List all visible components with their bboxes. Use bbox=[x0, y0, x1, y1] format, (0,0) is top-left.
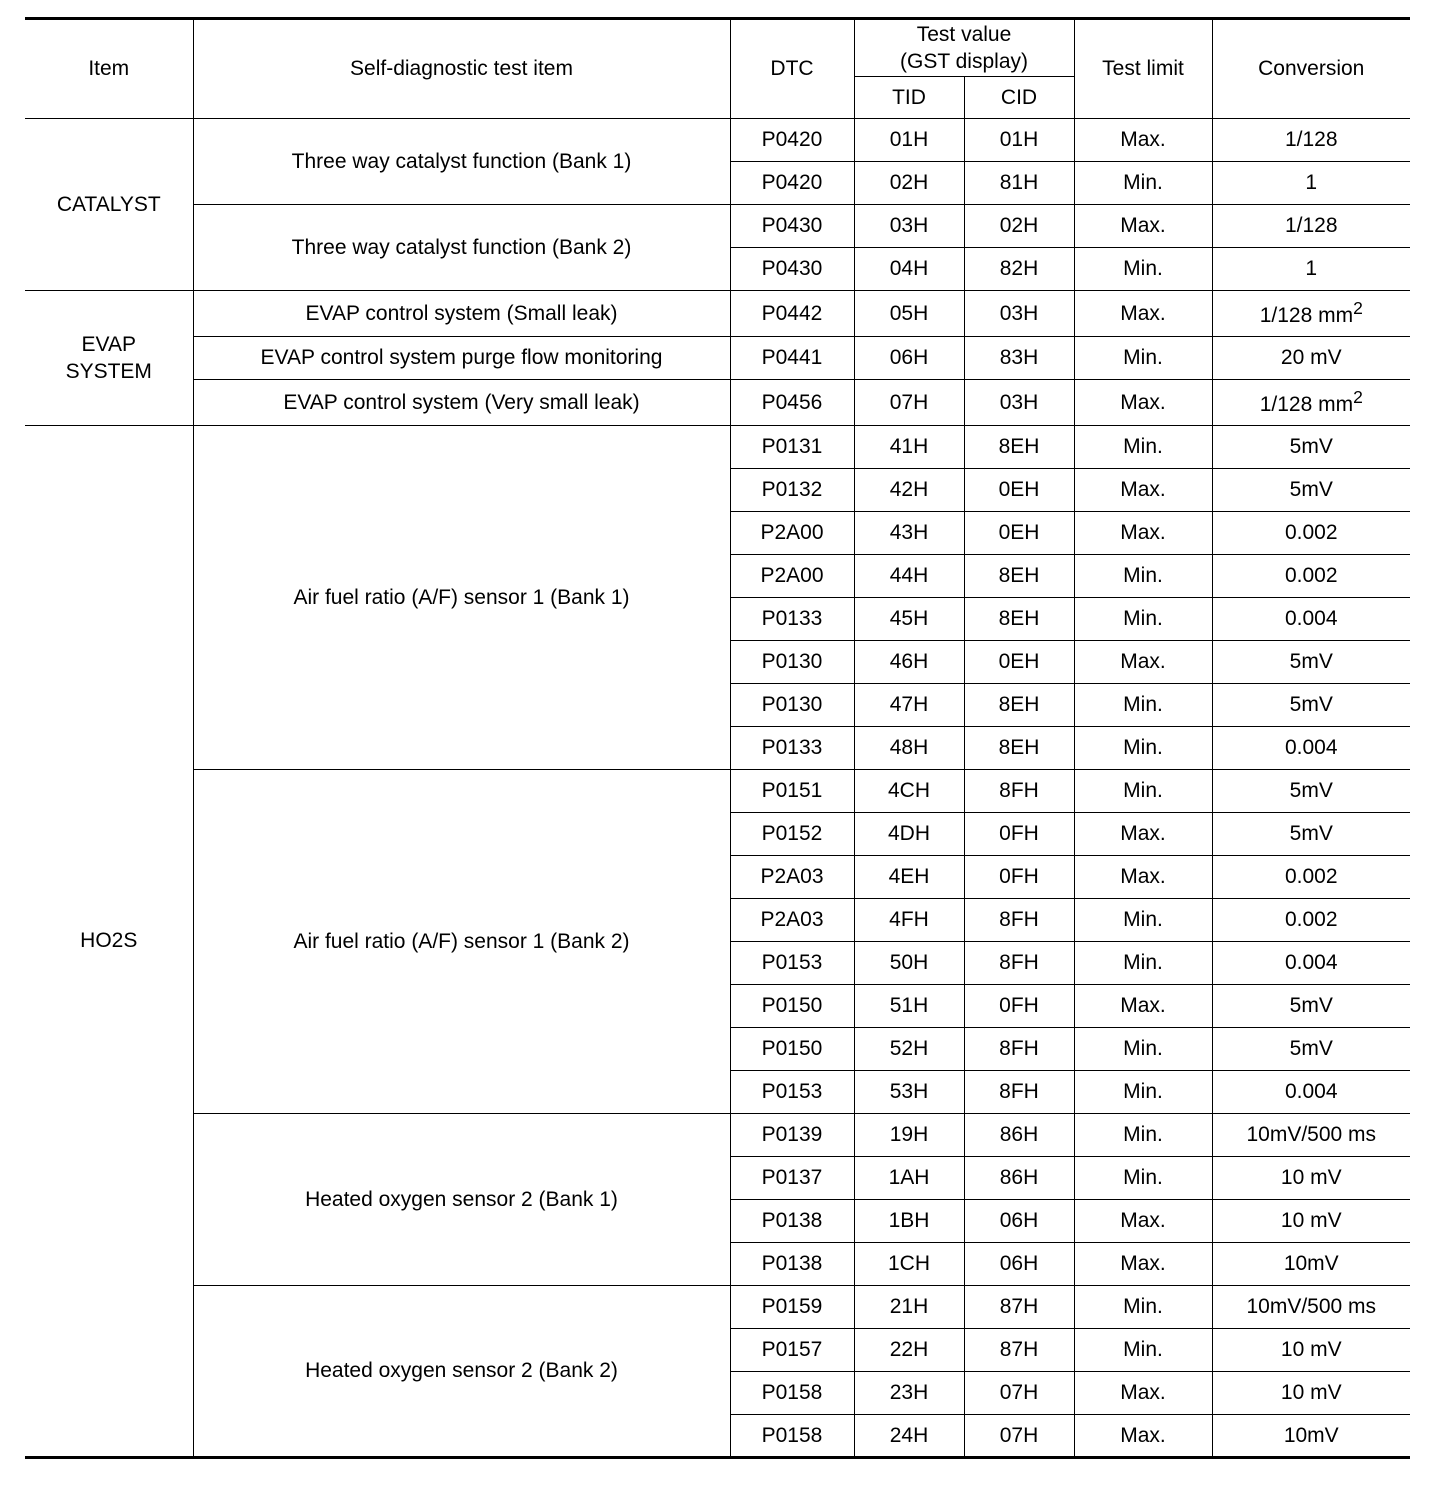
cell-conversion: 0.002 bbox=[1212, 555, 1410, 598]
cell-limit: Max. bbox=[1074, 469, 1212, 512]
cell-dtc: P0133 bbox=[730, 598, 854, 641]
cell-limit: Min. bbox=[1074, 1071, 1212, 1114]
cell-conversion: 10mV/500 ms bbox=[1212, 1114, 1410, 1157]
cell-dtc: P0442 bbox=[730, 291, 854, 337]
cell-cid: 86H bbox=[964, 1157, 1074, 1200]
cell-conversion: 0.004 bbox=[1212, 942, 1410, 985]
cell-conversion: 1/128 bbox=[1212, 119, 1410, 162]
cell-dtc: P0150 bbox=[730, 1028, 854, 1071]
cell-cid: 02H bbox=[964, 205, 1074, 248]
cell-limit: Max. bbox=[1074, 641, 1212, 684]
header-test-limit: Test limit bbox=[1074, 19, 1212, 119]
cell-conversion: 10 mV bbox=[1212, 1372, 1410, 1415]
group-evap-line1: EVAP bbox=[81, 332, 136, 356]
table-row bbox=[25, 337, 1410, 380]
cell-conversion: 5mV bbox=[1212, 641, 1410, 684]
cell-limit: Max. bbox=[1074, 291, 1212, 337]
cell-conversion: 1/128 bbox=[1212, 205, 1410, 248]
cell-cid: 86H bbox=[964, 1114, 1074, 1157]
cell-dtc: P0420 bbox=[730, 162, 854, 205]
cell-limit: Max. bbox=[1074, 119, 1212, 162]
cell-limit: Min. bbox=[1074, 1329, 1212, 1372]
item-twc-bank1: Three way catalyst function (Bank 1) bbox=[193, 119, 730, 205]
cell-limit: Min. bbox=[1074, 770, 1212, 813]
group-evap-line2: SYSTEM bbox=[65, 360, 152, 383]
table-row bbox=[25, 1114, 1410, 1157]
table-row bbox=[25, 426, 1410, 469]
cell-limit: Min. bbox=[1074, 162, 1212, 205]
cell-tid: 21H bbox=[854, 1286, 964, 1329]
cell-conversion: 1 bbox=[1212, 248, 1410, 291]
table-row bbox=[25, 291, 1410, 337]
cell-tid: 01H bbox=[854, 119, 964, 162]
cell-dtc: P0132 bbox=[730, 469, 854, 512]
cell-tid: 1CH bbox=[854, 1243, 964, 1286]
item-evap-small-leak: EVAP control system (Small leak) bbox=[193, 291, 730, 337]
cell-dtc: P0131 bbox=[730, 426, 854, 469]
cell-cid: 06H bbox=[964, 1200, 1074, 1243]
header-item: Item bbox=[25, 19, 193, 119]
cell-conversion: 0.002 bbox=[1212, 899, 1410, 942]
cell-conversion: 5mV bbox=[1212, 1028, 1410, 1071]
item-ho2s2-bank1: Heated oxygen sensor 2 (Bank 1) bbox=[193, 1114, 730, 1286]
cell-dtc: P0138 bbox=[730, 1243, 854, 1286]
table-body bbox=[25, 119, 1410, 1458]
header-conversion: Conversion bbox=[1212, 19, 1410, 119]
item-ho2s2-bank2: Heated oxygen sensor 2 (Bank 2) bbox=[193, 1286, 730, 1458]
cell-cid: 8EH bbox=[964, 727, 1074, 770]
cell-dtc: P0158 bbox=[730, 1372, 854, 1415]
cell-conversion: 20 mV bbox=[1212, 337, 1410, 380]
cell-tid: 03H bbox=[854, 205, 964, 248]
cell-dtc: P0158 bbox=[730, 1415, 854, 1458]
header-test-value-line2: (GST display) bbox=[900, 50, 1028, 73]
cell-cid: 83H bbox=[964, 337, 1074, 380]
cell-dtc: P0430 bbox=[730, 248, 854, 291]
cell-conversion: 10 mV bbox=[1212, 1200, 1410, 1243]
item-af-sensor-bank2: Air fuel ratio (A/F) sensor 1 (Bank 2) bbox=[193, 770, 730, 1114]
cell-limit: Max. bbox=[1074, 856, 1212, 899]
cell-cid: 06H bbox=[964, 1243, 1074, 1286]
cell-conversion: 0.002 bbox=[1212, 856, 1410, 899]
cell-tid: 43H bbox=[854, 512, 964, 555]
cell-tid: 50H bbox=[854, 942, 964, 985]
cell-dtc: P2A03 bbox=[730, 856, 854, 899]
cell-cid: 8FH bbox=[964, 899, 1074, 942]
cell-limit: Min. bbox=[1074, 942, 1212, 985]
cell-conversion: 5mV bbox=[1212, 469, 1410, 512]
cell-cid: 8EH bbox=[964, 598, 1074, 641]
cell-conversion: 0.004 bbox=[1212, 598, 1410, 641]
cell-cid: 0EH bbox=[964, 469, 1074, 512]
cell-conversion: 0.002 bbox=[1212, 512, 1410, 555]
cell-dtc: P0456 bbox=[730, 380, 854, 426]
cell-tid: 4EH bbox=[854, 856, 964, 899]
group-catalyst: CATALYST bbox=[25, 119, 193, 291]
cell-limit: Max. bbox=[1074, 380, 1212, 426]
cell-cid: 03H bbox=[964, 380, 1074, 426]
cell-conversion bbox=[1212, 291, 1410, 337]
cell-dtc: P0139 bbox=[730, 1114, 854, 1157]
conversion-value: 1/128 mm bbox=[1259, 393, 1354, 417]
cell-cid: 87H bbox=[964, 1329, 1074, 1372]
table-row bbox=[25, 205, 1410, 248]
cell-limit: Min. bbox=[1074, 598, 1212, 641]
group-ho2s: HO2S bbox=[25, 426, 193, 1458]
diagnostic-test-table bbox=[25, 17, 1410, 1459]
cell-dtc: P0152 bbox=[730, 813, 854, 856]
cell-limit: Min. bbox=[1074, 337, 1212, 380]
cell-tid: 4CH bbox=[854, 770, 964, 813]
cell-limit: Min. bbox=[1074, 1028, 1212, 1071]
cell-cid: 8FH bbox=[964, 770, 1074, 813]
cell-cid: 07H bbox=[964, 1372, 1074, 1415]
cell-dtc: P0153 bbox=[730, 942, 854, 985]
cell-conversion bbox=[1212, 380, 1410, 426]
cell-limit: Max. bbox=[1074, 985, 1212, 1028]
table-row bbox=[25, 380, 1410, 426]
cell-cid: 8EH bbox=[964, 426, 1074, 469]
cell-dtc: P2A00 bbox=[730, 512, 854, 555]
header-cid: CID bbox=[964, 77, 1074, 119]
cell-conversion: 10mV/500 ms bbox=[1212, 1286, 1410, 1329]
cell-conversion: 0.004 bbox=[1212, 727, 1410, 770]
cell-cid: 81H bbox=[964, 162, 1074, 205]
cell-cid: 01H bbox=[964, 119, 1074, 162]
cell-dtc: P0130 bbox=[730, 684, 854, 727]
cell-dtc: P0137 bbox=[730, 1157, 854, 1200]
cell-limit: Max. bbox=[1074, 1243, 1212, 1286]
cell-tid: 48H bbox=[854, 727, 964, 770]
header-test-value-line1: Test value bbox=[916, 22, 1012, 46]
table-row bbox=[25, 770, 1410, 813]
header-test-value bbox=[854, 19, 1074, 77]
cell-cid: 07H bbox=[964, 1415, 1074, 1458]
cell-tid: 06H bbox=[854, 337, 964, 380]
cell-conversion: 5mV bbox=[1212, 813, 1410, 856]
cell-dtc: P0157 bbox=[730, 1329, 854, 1372]
cell-cid: 8EH bbox=[964, 684, 1074, 727]
item-af-sensor-bank1: Air fuel ratio (A/F) sensor 1 (Bank 1) bbox=[193, 426, 730, 770]
cell-dtc: P2A00 bbox=[730, 555, 854, 598]
cell-tid: 24H bbox=[854, 1415, 964, 1458]
cell-conversion: 10 mV bbox=[1212, 1329, 1410, 1372]
table-header bbox=[25, 19, 1410, 119]
cell-tid: 23H bbox=[854, 1372, 964, 1415]
cell-tid: 02H bbox=[854, 162, 964, 205]
cell-cid: 0EH bbox=[964, 641, 1074, 684]
cell-dtc: P0130 bbox=[730, 641, 854, 684]
cell-tid: 47H bbox=[854, 684, 964, 727]
cell-dtc: P2A03 bbox=[730, 899, 854, 942]
cell-dtc: P0153 bbox=[730, 1071, 854, 1114]
cell-limit: Min. bbox=[1074, 1286, 1212, 1329]
cell-tid: 45H bbox=[854, 598, 964, 641]
cell-limit: Max. bbox=[1074, 512, 1212, 555]
cell-cid: 82H bbox=[964, 248, 1074, 291]
cell-limit: Min. bbox=[1074, 899, 1212, 942]
cell-limit: Min. bbox=[1074, 727, 1212, 770]
cell-conversion: 5mV bbox=[1212, 985, 1410, 1028]
cell-conversion: 10 mV bbox=[1212, 1157, 1410, 1200]
table-row bbox=[25, 1286, 1410, 1329]
cell-dtc: P0138 bbox=[730, 1200, 854, 1243]
cell-tid: 46H bbox=[854, 641, 964, 684]
cell-tid: 53H bbox=[854, 1071, 964, 1114]
superscript: 2 bbox=[1353, 387, 1363, 408]
cell-limit: Min. bbox=[1074, 248, 1212, 291]
cell-limit: Max. bbox=[1074, 813, 1212, 856]
cell-tid: 1BH bbox=[854, 1200, 964, 1243]
cell-limit: Max. bbox=[1074, 205, 1212, 248]
cell-limit: Min. bbox=[1074, 684, 1212, 727]
cell-cid: 0EH bbox=[964, 512, 1074, 555]
cell-cid: 0FH bbox=[964, 813, 1074, 856]
item-evap-very-small-leak: EVAP control system (Very small leak) bbox=[193, 380, 730, 426]
cell-dtc: P0151 bbox=[730, 770, 854, 813]
cell-dtc: P0430 bbox=[730, 205, 854, 248]
cell-cid: 87H bbox=[964, 1286, 1074, 1329]
cell-tid: 41H bbox=[854, 426, 964, 469]
cell-tid: 42H bbox=[854, 469, 964, 512]
cell-tid: 51H bbox=[854, 985, 964, 1028]
item-evap-purge-flow: EVAP control system purge flow monitoring bbox=[193, 337, 730, 380]
cell-tid: 52H bbox=[854, 1028, 964, 1071]
cell-cid: 8FH bbox=[964, 1071, 1074, 1114]
conversion-value: 1/128 mm bbox=[1259, 304, 1354, 328]
cell-dtc: P0441 bbox=[730, 337, 854, 380]
cell-limit: Min. bbox=[1074, 555, 1212, 598]
cell-limit: Max. bbox=[1074, 1372, 1212, 1415]
cell-dtc: P0133 bbox=[730, 727, 854, 770]
header-tid: TID bbox=[854, 77, 964, 119]
cell-conversion: 10mV bbox=[1212, 1243, 1410, 1286]
cell-tid: 04H bbox=[854, 248, 964, 291]
cell-tid: 44H bbox=[854, 555, 964, 598]
cell-tid: 05H bbox=[854, 291, 964, 337]
cell-limit: Min. bbox=[1074, 1114, 1212, 1157]
header-test-item: Self-diagnostic test item bbox=[193, 19, 730, 119]
cell-dtc: P0159 bbox=[730, 1286, 854, 1329]
cell-conversion: 1 bbox=[1212, 162, 1410, 205]
cell-limit: Max. bbox=[1074, 1415, 1212, 1458]
cell-cid: 8FH bbox=[964, 942, 1074, 985]
item-twc-bank2: Three way catalyst function (Bank 2) bbox=[193, 205, 730, 291]
cell-limit: Max. bbox=[1074, 1200, 1212, 1243]
group-evap-system bbox=[25, 291, 193, 426]
cell-limit: Min. bbox=[1074, 1157, 1212, 1200]
cell-tid: 22H bbox=[854, 1329, 964, 1372]
cell-cid: 0FH bbox=[964, 856, 1074, 899]
cell-dtc: P0150 bbox=[730, 985, 854, 1028]
cell-tid: 19H bbox=[854, 1114, 964, 1157]
cell-conversion: 5mV bbox=[1212, 426, 1410, 469]
cell-cid: 8FH bbox=[964, 1028, 1074, 1071]
cell-tid: 4FH bbox=[854, 899, 964, 942]
cell-tid: 07H bbox=[854, 380, 964, 426]
cell-tid: 1AH bbox=[854, 1157, 964, 1200]
cell-limit: Min. bbox=[1074, 426, 1212, 469]
table-row bbox=[25, 119, 1410, 162]
cell-conversion: 10mV bbox=[1212, 1415, 1410, 1458]
cell-dtc: P0420 bbox=[730, 119, 854, 162]
cell-cid: 0FH bbox=[964, 985, 1074, 1028]
cell-tid: 4DH bbox=[854, 813, 964, 856]
cell-conversion: 5mV bbox=[1212, 770, 1410, 813]
cell-conversion: 5mV bbox=[1212, 684, 1410, 727]
cell-cid: 8EH bbox=[964, 555, 1074, 598]
cell-conversion: 0.004 bbox=[1212, 1071, 1410, 1114]
header-dtc: DTC bbox=[730, 19, 854, 119]
cell-cid: 03H bbox=[964, 291, 1074, 337]
superscript: 2 bbox=[1353, 298, 1363, 319]
